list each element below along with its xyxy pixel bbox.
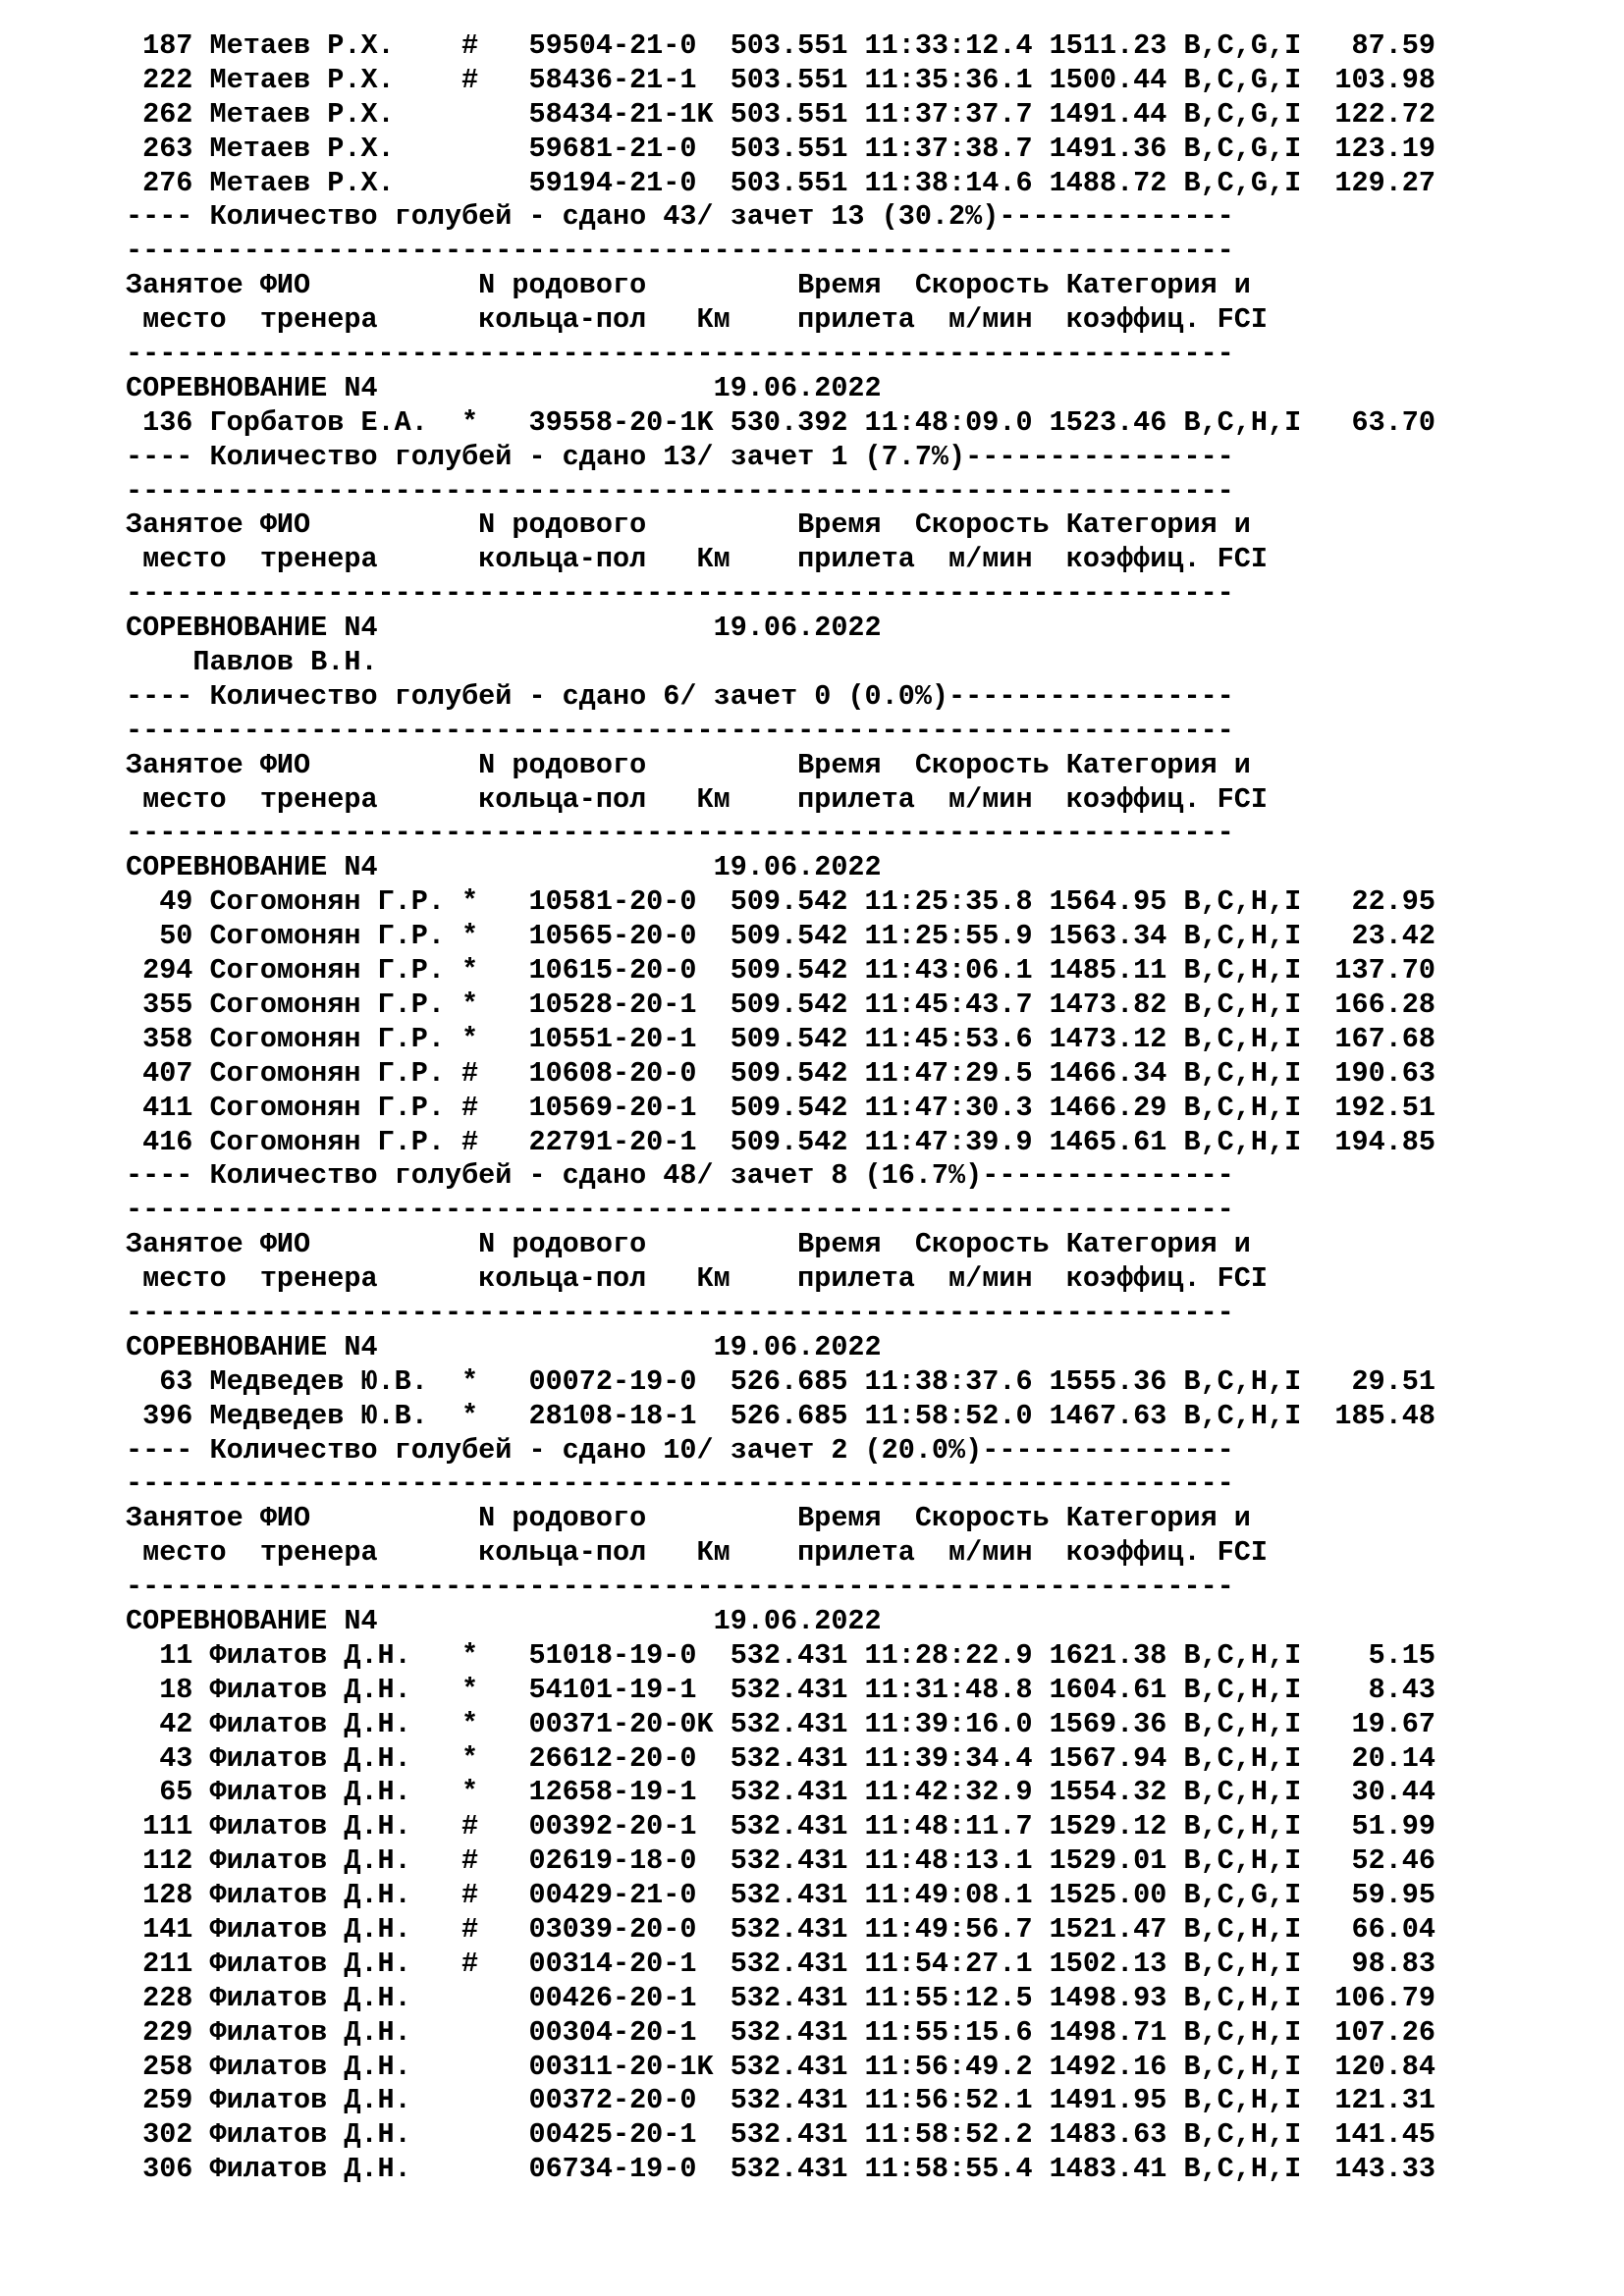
result-row: 43 Филатов Д.Н. * 26612-20-0 532.431 11:39:34.4 1567.94 B,C,H,I 20.14 (126, 1741, 1436, 1775)
result-row: 262 Метаев Р.Х. 58434-21-1K 503.551 11:37:37.7 1491.44 B,C,G,I 122.72 (126, 97, 1436, 131)
competition-heading: СОРЕВНОВАНИЕ N4 19.06.2022 (126, 1330, 882, 1363)
column-header-line-2: место тренера кольца-пол Км прилета м/мин коэффиц. FCI (126, 543, 1268, 576)
result-row: 49 Согомонян Г.Р. * 10581-20-0 509.542 11:25:35.8 1564.95 B,C,H,I 22.95 (126, 885, 1436, 919)
result-row: 112 Филатов Д.Н. # 02619-18-0 532.431 11:48:13.1 1529.01 B,C,H,I 52.46 (126, 1844, 1436, 1878)
separator-line: ------------------------------------------------------------------ (126, 817, 1234, 850)
separator-line: ------------------------------------------------------------------ (126, 1296, 1234, 1329)
column-header-line-2: место тренера кольца-пол Км прилета м/мин коэффиц. FCI (126, 782, 1268, 816)
result-row: 358 Согомонян Г.Р. * 10551-20-1 509.542 11:45:53.6 1473.12 B,C,H,I 167.68 (126, 1022, 1436, 1055)
result-row: 228 Филатов Д.Н. 00426-20-1 532.431 11:55:12.5 1498.93 B,C,H,I 106.79 (126, 1981, 1436, 2014)
result-row: 63 Медведев Ю.В. * 00072-19-0 526.685 11:38:37.6 1555.36 B,C,H,I 29.51 (126, 1364, 1436, 1398)
competition-heading: СОРЕВНОВАНИЕ N4 19.06.2022 (126, 1604, 882, 1637)
fancier-name-line: Павлов В.Н. (126, 646, 378, 679)
result-row: 50 Согомонян Г.Р. * 10565-20-0 509.542 11:25:55.9 1563.34 B,C,H,I 23.42 (126, 920, 1436, 953)
column-header-line-1: Занятое ФИО N родового Время Скорость Категория и (126, 748, 1251, 781)
result-row: 11 Филатов Д.Н. * 51018-19-0 532.431 11:28:22.9 1621.38 B,C,H,I 5.15 (126, 1638, 1436, 1672)
summary-line: ---- Количество голубей - сдано 10/ зачет 2 (20.0%)--------------- (126, 1433, 1234, 1467)
result-row: 302 Филатов Д.Н. 00425-20-1 532.431 11:58:52.2 1483.63 B,C,H,I 141.45 (126, 2118, 1436, 2152)
result-row: 416 Согомонян Г.Р. # 22791-20-1 509.542 11:47:39.9 1465.61 B,C,H,I 194.85 (126, 1125, 1436, 1158)
column-header-line-1: Занятое ФИО N родового Время Скорость Категория и (126, 508, 1251, 542)
column-header-line-1: Занятое ФИО N родового Время Скорость Категория и (126, 1228, 1251, 1261)
result-row: 18 Филатов Д.Н. * 54101-19-1 532.431 11:31:48.8 1604.61 B,C,H,I 8.43 (126, 1673, 1436, 1706)
result-row: 294 Согомонян Г.Р. * 10615-20-0 509.542 11:43:06.1 1485.11 B,C,H,I 137.70 (126, 954, 1436, 988)
summary-line: ---- Количество голубей - сдано 48/ зачет 8 (16.7%)--------------- (126, 1159, 1234, 1193)
competition-heading: СОРЕВНОВАНИЕ N4 19.06.2022 (126, 851, 882, 884)
column-header-line-2: место тренера кольца-пол Км прилета м/мин коэффиц. FCI (126, 1536, 1268, 1570)
result-row: 229 Филатов Д.Н. 00304-20-1 532.431 11:55:15.6 1498.71 B,C,H,I 107.26 (126, 2015, 1436, 2049)
result-row: 211 Филатов Д.Н. # 00314-20-1 532.431 11:54:27.1 1502.13 B,C,H,I 98.83 (126, 1947, 1436, 1980)
result-row: 258 Филатов Д.Н. 00311-20-1K 532.431 11:56:49.2 1492.16 B,C,H,I 120.84 (126, 2050, 1436, 2083)
competition-heading: СОРЕВНОВАНИЕ N4 19.06.2022 (126, 612, 882, 645)
summary-line: ---- Количество голубей - сдано 43/ зачет 13 (30.2%)-------------- (126, 200, 1234, 234)
separator-line: ------------------------------------------------------------------ (126, 577, 1234, 611)
result-row: 111 Филатов Д.Н. # 00392-20-1 532.431 11:48:11.7 1529.12 B,C,H,I 51.99 (126, 1810, 1436, 1843)
separator-line: ------------------------------------------------------------------ (126, 1468, 1234, 1501)
result-row: 65 Филатов Д.Н. * 12658-19-1 532.431 11:42:32.9 1554.32 B,C,H,I 30.44 (126, 1776, 1436, 1809)
separator-line: ------------------------------------------------------------------ (126, 1194, 1234, 1227)
result-row: 396 Медведев Ю.В. * 28108-18-1 526.685 11:58:52.0 1467.63 B,C,H,I 185.48 (126, 1399, 1436, 1432)
result-row: 411 Согомонян Г.Р. # 10569-20-1 509.542 11:47:30.3 1466.29 B,C,H,I 192.51 (126, 1091, 1436, 1124)
result-row: 306 Филатов Д.Н. 06734-19-0 532.431 11:58:55.4 1483.41 B,C,H,I 143.33 (126, 2153, 1436, 2186)
separator-line: ------------------------------------------------------------------ (126, 474, 1234, 507)
result-row: 276 Метаев Р.Х. 59194-21-0 503.551 11:38:14.6 1488.72 B,C,G,I 129.27 (126, 166, 1436, 199)
result-row: 222 Метаев Р.Х. # 58436-21-1 503.551 11:35:36.1 1500.44 B,C,G,I 103.98 (126, 63, 1436, 96)
separator-line: ------------------------------------------------------------------ (126, 235, 1234, 268)
separator-line: ------------------------------------------------------------------ (126, 338, 1234, 371)
result-row: 355 Согомонян Г.Р. * 10528-20-1 509.542 11:45:43.7 1473.82 B,C,H,I 166.28 (126, 988, 1436, 1021)
result-row: 407 Согомонян Г.Р. # 10608-20-0 509.542 11:47:29.5 1466.34 B,C,H,I 190.63 (126, 1056, 1436, 1090)
column-header-line-2: место тренера кольца-пол Км прилета м/мин коэффиц. FCI (126, 303, 1268, 337)
separator-line: ------------------------------------------------------------------ (126, 1571, 1234, 1604)
column-header-line-1: Занятое ФИО N родового Время Скорость Категория и (126, 269, 1251, 302)
summary-line: ---- Количество голубей - сдано 6/ зачет 0 (0.0%)----------------- (126, 679, 1234, 713)
result-row: 263 Метаев Р.Х. 59681-21-0 503.551 11:37:38.7 1491.36 B,C,G,I 123.19 (126, 132, 1436, 165)
competition-heading: СОРЕВНОВАНИЕ N4 19.06.2022 (126, 371, 882, 404)
result-row: 136 Горбатов Е.А. * 39558-20-1K 530.392 11:48:09.0 1523.46 B,C,H,I 63.70 (126, 405, 1436, 439)
result-row: 141 Филатов Д.Н. # 03039-20-0 532.431 11:49:56.7 1521.47 B,C,H,I 66.04 (126, 1912, 1436, 1946)
column-header-line-1: Занятое ФИО N родового Время Скорость Категория и (126, 1502, 1251, 1535)
results-printout (126, 29, 1598, 2187)
result-row: 128 Филатов Д.Н. # 00429-21-0 532.431 11:49:08.1 1525.00 B,C,G,I 59.95 (126, 1879, 1436, 1912)
result-row: 259 Филатов Д.Н. 00372-20-0 532.431 11:56:52.1 1491.95 B,C,H,I 121.31 (126, 2084, 1436, 2117)
separator-line: ------------------------------------------------------------------ (126, 714, 1234, 747)
summary-line: ---- Количество голубей - сдано 13/ зачет 1 (7.7%)---------------- (126, 440, 1234, 473)
result-row: 42 Филатов Д.Н. * 00371-20-0K 532.431 11:39:16.0 1569.36 B,C,H,I 19.67 (126, 1707, 1436, 1740)
column-header-line-2: место тренера кольца-пол Км прилета м/мин коэффиц. FCI (126, 1262, 1268, 1296)
result-row: 187 Метаев Р.Х. # 59504-21-0 503.551 11:33:12.4 1511.23 B,C,G,I 87.59 (126, 29, 1436, 62)
